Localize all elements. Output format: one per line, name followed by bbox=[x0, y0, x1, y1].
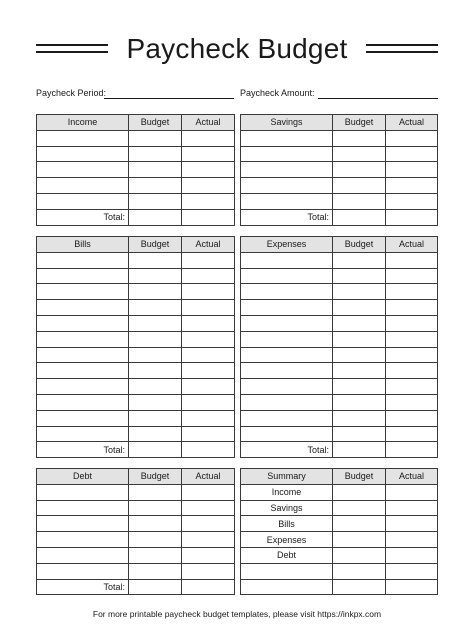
table-cell[interactable] bbox=[386, 516, 438, 532]
table-cell[interactable] bbox=[182, 284, 235, 300]
table-row[interactable] bbox=[241, 315, 438, 331]
table-cell[interactable] bbox=[386, 178, 438, 194]
page-title: Paycheck Budget bbox=[126, 33, 348, 64]
table-cell[interactable] bbox=[182, 379, 235, 395]
table-row[interactable] bbox=[37, 178, 235, 194]
table-row[interactable] bbox=[241, 410, 438, 426]
table-cell[interactable] bbox=[182, 315, 235, 331]
table-cell[interactable] bbox=[129, 442, 182, 458]
summary-header-row bbox=[241, 469, 438, 485]
table-row[interactable] bbox=[37, 315, 235, 331]
table-cell[interactable] bbox=[386, 331, 438, 347]
table-cell[interactable] bbox=[129, 579, 182, 595]
table-row[interactable] bbox=[37, 500, 235, 516]
table-row[interactable] bbox=[241, 162, 438, 178]
table-cell[interactable] bbox=[333, 500, 386, 516]
table-row[interactable] bbox=[37, 394, 235, 410]
table-cell[interactable] bbox=[129, 252, 182, 268]
table-cell[interactable] bbox=[333, 315, 386, 331]
table-row[interactable] bbox=[37, 300, 235, 316]
expenses-header: Expenses bbox=[241, 237, 333, 253]
table-cell[interactable] bbox=[182, 442, 235, 458]
summary-label-income: Income bbox=[241, 484, 333, 500]
table-cell[interactable] bbox=[37, 563, 129, 579]
table-row[interactable] bbox=[37, 193, 235, 209]
table-cell[interactable] bbox=[333, 146, 386, 162]
table-cell[interactable] bbox=[129, 379, 182, 395]
savings-total-row[interactable] bbox=[241, 209, 438, 225]
table-cell[interactable] bbox=[129, 363, 182, 379]
table-cell[interactable] bbox=[386, 500, 438, 516]
table-row[interactable] bbox=[37, 162, 235, 178]
table-cell[interactable] bbox=[333, 284, 386, 300]
paycheck-period-field[interactable] bbox=[36, 87, 234, 101]
bills-header: Bills bbox=[37, 237, 129, 253]
table-cell[interactable] bbox=[37, 331, 129, 347]
table-cell[interactable] bbox=[182, 410, 235, 426]
income-actual-header: Actual bbox=[182, 115, 235, 131]
expenses-budget-header: Budget bbox=[333, 237, 386, 253]
table-cell[interactable] bbox=[241, 315, 333, 331]
table-cell[interactable] bbox=[241, 579, 333, 595]
table-cell[interactable] bbox=[333, 426, 386, 442]
expenses-total-row[interactable] bbox=[241, 442, 438, 458]
table-cell[interactable] bbox=[386, 268, 438, 284]
table-cell[interactable] bbox=[129, 209, 182, 225]
table-cell[interactable] bbox=[129, 500, 182, 516]
table-cell[interactable] bbox=[37, 500, 129, 516]
table-cell[interactable] bbox=[386, 394, 438, 410]
table-cell[interactable] bbox=[333, 516, 386, 532]
table-row[interactable] bbox=[241, 563, 438, 579]
table-cell[interactable] bbox=[37, 379, 129, 395]
table-cell[interactable] bbox=[241, 410, 333, 426]
table-cell[interactable] bbox=[241, 300, 333, 316]
table-cell[interactable] bbox=[129, 547, 182, 563]
bills-actual-header: Actual bbox=[182, 237, 235, 253]
table-cell[interactable] bbox=[182, 162, 235, 178]
table-cell[interactable] bbox=[129, 331, 182, 347]
summary-row-income[interactable] bbox=[241, 484, 438, 500]
table-cell[interactable] bbox=[386, 563, 438, 579]
table-cell[interactable] bbox=[37, 146, 129, 162]
table-row[interactable] bbox=[37, 331, 235, 347]
bills-table bbox=[36, 236, 235, 458]
table-cell[interactable] bbox=[386, 347, 438, 363]
bills-total-row[interactable] bbox=[37, 442, 235, 458]
summary-label-savings: Savings bbox=[241, 500, 333, 516]
footer-note: For more printable paycheck budget templates, please visit https://inkpx.com bbox=[92, 609, 382, 619]
table-cell[interactable] bbox=[241, 130, 333, 146]
table-cell[interactable] bbox=[37, 410, 129, 426]
table-cell[interactable] bbox=[182, 347, 235, 363]
table-cell[interactable] bbox=[182, 532, 235, 548]
table-cell[interactable] bbox=[129, 563, 182, 579]
table-cell[interactable] bbox=[182, 394, 235, 410]
bills-header-row bbox=[37, 237, 235, 253]
summary-table bbox=[240, 468, 438, 595]
table-row[interactable] bbox=[37, 284, 235, 300]
table-cell[interactable] bbox=[241, 363, 333, 379]
table-row[interactable] bbox=[241, 426, 438, 442]
table-row[interactable] bbox=[37, 563, 235, 579]
table-cell[interactable] bbox=[241, 162, 333, 178]
debt-header: Debt bbox=[37, 469, 129, 485]
table-cell[interactable] bbox=[386, 252, 438, 268]
table-row[interactable] bbox=[37, 484, 235, 500]
table-cell[interactable] bbox=[129, 284, 182, 300]
summary-row-bills[interactable] bbox=[241, 516, 438, 532]
table-cell[interactable] bbox=[182, 193, 235, 209]
table-cell[interactable] bbox=[386, 363, 438, 379]
table-row[interactable] bbox=[241, 146, 438, 162]
table-cell[interactable] bbox=[386, 209, 438, 225]
table-row[interactable] bbox=[241, 178, 438, 194]
table-row[interactable] bbox=[241, 130, 438, 146]
table-cell[interactable] bbox=[386, 547, 438, 563]
table-cell[interactable] bbox=[37, 300, 129, 316]
table-cell[interactable] bbox=[182, 146, 235, 162]
table-cell[interactable] bbox=[241, 268, 333, 284]
bills-budget-header: Budget bbox=[129, 237, 182, 253]
savings-table bbox=[240, 114, 438, 226]
table-cell[interactable] bbox=[386, 300, 438, 316]
table-cell[interactable] bbox=[129, 516, 182, 532]
table-cell[interactable] bbox=[333, 178, 386, 194]
table-row[interactable] bbox=[37, 547, 235, 563]
table-cell[interactable] bbox=[129, 426, 182, 442]
table-cell[interactable] bbox=[129, 484, 182, 500]
debt-header-row bbox=[37, 469, 235, 485]
table-row[interactable] bbox=[241, 268, 438, 284]
table-cell[interactable] bbox=[241, 347, 333, 363]
table-cell[interactable] bbox=[241, 284, 333, 300]
table-cell[interactable] bbox=[182, 268, 235, 284]
debt-budget-header: Budget bbox=[129, 469, 182, 485]
summary-row-expenses[interactable] bbox=[241, 532, 438, 548]
summary-label-expenses: Expenses bbox=[241, 532, 333, 548]
table-cell[interactable] bbox=[241, 146, 333, 162]
expenses-total-label: Total: bbox=[241, 442, 333, 458]
table-cell[interactable] bbox=[241, 331, 333, 347]
table-cell[interactable] bbox=[182, 426, 235, 442]
table-row[interactable] bbox=[37, 268, 235, 284]
expenses-table bbox=[240, 236, 438, 458]
table-cell[interactable] bbox=[182, 579, 235, 595]
table-cell[interactable] bbox=[37, 268, 129, 284]
table-cell[interactable] bbox=[386, 410, 438, 426]
table-cell[interactable] bbox=[37, 130, 129, 146]
table-cell[interactable] bbox=[241, 394, 333, 410]
table-cell[interactable] bbox=[386, 146, 438, 162]
table-cell[interactable] bbox=[182, 252, 235, 268]
paycheck-amount-label: Paycheck Amount: bbox=[240, 88, 315, 98]
savings-actual-header: Actual bbox=[386, 115, 438, 131]
summary-header: Summary bbox=[241, 469, 333, 485]
table-cell[interactable] bbox=[182, 300, 235, 316]
table-cell[interactable] bbox=[129, 410, 182, 426]
table-cell[interactable] bbox=[37, 394, 129, 410]
table-row[interactable] bbox=[37, 410, 235, 426]
table-cell[interactable] bbox=[129, 130, 182, 146]
table-row[interactable] bbox=[241, 347, 438, 363]
table-cell[interactable] bbox=[37, 178, 129, 194]
income-total-row[interactable] bbox=[37, 209, 235, 225]
table-cell[interactable] bbox=[333, 193, 386, 209]
table-cell[interactable] bbox=[333, 579, 386, 595]
expenses-header-row bbox=[241, 237, 438, 253]
table-cell[interactable] bbox=[182, 516, 235, 532]
table-cell[interactable] bbox=[37, 363, 129, 379]
table-cell[interactable] bbox=[386, 379, 438, 395]
debt-total-row[interactable] bbox=[37, 579, 235, 595]
table-cell[interactable] bbox=[386, 442, 438, 458]
table-cell[interactable] bbox=[129, 146, 182, 162]
table-cell[interactable] bbox=[333, 209, 386, 225]
table-cell[interactable] bbox=[241, 193, 333, 209]
paycheck-amount-field[interactable] bbox=[240, 87, 438, 101]
table-cell[interactable] bbox=[386, 315, 438, 331]
table-cell[interactable] bbox=[37, 284, 129, 300]
table-cell[interactable] bbox=[129, 178, 182, 194]
summary-budget-header: Budget bbox=[333, 469, 386, 485]
table-cell[interactable] bbox=[182, 547, 235, 563]
savings-total-label: Total: bbox=[241, 209, 333, 225]
table-row[interactable] bbox=[241, 363, 438, 379]
table-cell[interactable] bbox=[37, 315, 129, 331]
table-cell[interactable] bbox=[129, 532, 182, 548]
table-cell[interactable] bbox=[37, 162, 129, 178]
table-row[interactable] bbox=[37, 347, 235, 363]
table-cell[interactable] bbox=[129, 162, 182, 178]
table-cell[interactable] bbox=[37, 484, 129, 500]
table-row[interactable] bbox=[241, 379, 438, 395]
table-row[interactable] bbox=[241, 252, 438, 268]
savings-header: Savings bbox=[241, 115, 333, 131]
table-row[interactable] bbox=[37, 146, 235, 162]
table-cell[interactable] bbox=[241, 426, 333, 442]
summary-row-debt[interactable] bbox=[241, 547, 438, 563]
table-cell[interactable] bbox=[182, 331, 235, 347]
table-cell[interactable] bbox=[386, 284, 438, 300]
income-table bbox=[36, 114, 235, 226]
table-cell[interactable] bbox=[37, 347, 129, 363]
table-row[interactable] bbox=[241, 193, 438, 209]
income-header-row bbox=[37, 115, 235, 131]
table-cell[interactable] bbox=[386, 532, 438, 548]
table-row[interactable] bbox=[37, 532, 235, 548]
summary-actual-header: Actual bbox=[386, 469, 438, 485]
table-cell[interactable] bbox=[333, 347, 386, 363]
title-row bbox=[36, 32, 438, 68]
table-cell[interactable] bbox=[37, 193, 129, 209]
table-cell[interactable] bbox=[182, 209, 235, 225]
table-cell[interactable] bbox=[333, 532, 386, 548]
savings-budget-header: Budget bbox=[333, 115, 386, 131]
table-row[interactable] bbox=[241, 331, 438, 347]
table-cell[interactable] bbox=[37, 252, 129, 268]
table-cell[interactable] bbox=[37, 547, 129, 563]
table-cell[interactable] bbox=[37, 516, 129, 532]
summary-label-bills: Bills bbox=[241, 516, 333, 532]
paycheck-period-label: Paycheck Period: bbox=[36, 88, 107, 98]
table-cell[interactable] bbox=[182, 178, 235, 194]
debt-total-label: Total: bbox=[37, 579, 129, 595]
table-cell[interactable] bbox=[182, 484, 235, 500]
table-cell[interactable] bbox=[129, 300, 182, 316]
table-cell[interactable] bbox=[129, 394, 182, 410]
table-row[interactable] bbox=[37, 516, 235, 532]
table-cell[interactable] bbox=[37, 532, 129, 548]
table-cell[interactable] bbox=[241, 563, 333, 579]
table-cell[interactable] bbox=[386, 162, 438, 178]
table-cell[interactable] bbox=[386, 484, 438, 500]
table-cell[interactable] bbox=[333, 162, 386, 178]
table-cell[interactable] bbox=[129, 268, 182, 284]
table-cell[interactable] bbox=[386, 426, 438, 442]
bills-total-label: Total: bbox=[37, 442, 129, 458]
table-cell[interactable] bbox=[333, 410, 386, 426]
expenses-actual-header: Actual bbox=[386, 237, 438, 253]
table-cell[interactable] bbox=[386, 579, 438, 595]
table-cell[interactable] bbox=[386, 130, 438, 146]
table-cell[interactable] bbox=[333, 379, 386, 395]
title-decor-right bbox=[366, 44, 438, 53]
table-row[interactable] bbox=[37, 363, 235, 379]
table-row[interactable] bbox=[37, 426, 235, 442]
table-cell[interactable] bbox=[129, 193, 182, 209]
table-cell[interactable] bbox=[333, 252, 386, 268]
income-budget-header: Budget bbox=[129, 115, 182, 131]
table-cell[interactable] bbox=[241, 252, 333, 268]
table-row[interactable] bbox=[37, 379, 235, 395]
summary-label-debt: Debt bbox=[241, 547, 333, 563]
table-cell[interactable] bbox=[333, 563, 386, 579]
income-total-label: Total: bbox=[37, 209, 129, 225]
debt-actual-header: Actual bbox=[182, 469, 235, 485]
table-cell[interactable] bbox=[333, 442, 386, 458]
income-header: Income bbox=[37, 115, 129, 131]
table-cell[interactable] bbox=[333, 300, 386, 316]
paycheck-period-line[interactable] bbox=[104, 98, 234, 99]
table-row[interactable] bbox=[241, 579, 438, 595]
table-cell[interactable] bbox=[333, 363, 386, 379]
savings-header-row bbox=[241, 115, 438, 131]
table-row[interactable] bbox=[241, 284, 438, 300]
title-decor-left bbox=[36, 44, 108, 53]
table-cell[interactable] bbox=[333, 547, 386, 563]
table-cell[interactable] bbox=[386, 193, 438, 209]
debt-table bbox=[36, 468, 235, 595]
table-row[interactable] bbox=[37, 252, 235, 268]
table-row[interactable] bbox=[37, 130, 235, 146]
table-cell[interactable] bbox=[333, 268, 386, 284]
table-cell[interactable] bbox=[182, 500, 235, 516]
table-cell[interactable] bbox=[333, 130, 386, 146]
table-row[interactable] bbox=[241, 300, 438, 316]
table-cell[interactable] bbox=[333, 484, 386, 500]
table-cell[interactable] bbox=[129, 315, 182, 331]
paycheck-amount-line[interactable] bbox=[318, 98, 438, 99]
table-cell[interactable] bbox=[129, 347, 182, 363]
table-cell[interactable] bbox=[37, 426, 129, 442]
table-cell[interactable] bbox=[241, 379, 333, 395]
table-row[interactable] bbox=[241, 394, 438, 410]
table-cell[interactable] bbox=[241, 178, 333, 194]
table-cell[interactable] bbox=[182, 130, 235, 146]
table-cell[interactable] bbox=[333, 331, 386, 347]
summary-row-savings[interactable] bbox=[241, 500, 438, 516]
table-cell[interactable] bbox=[333, 394, 386, 410]
table-cell[interactable] bbox=[182, 363, 235, 379]
table-cell[interactable] bbox=[182, 563, 235, 579]
